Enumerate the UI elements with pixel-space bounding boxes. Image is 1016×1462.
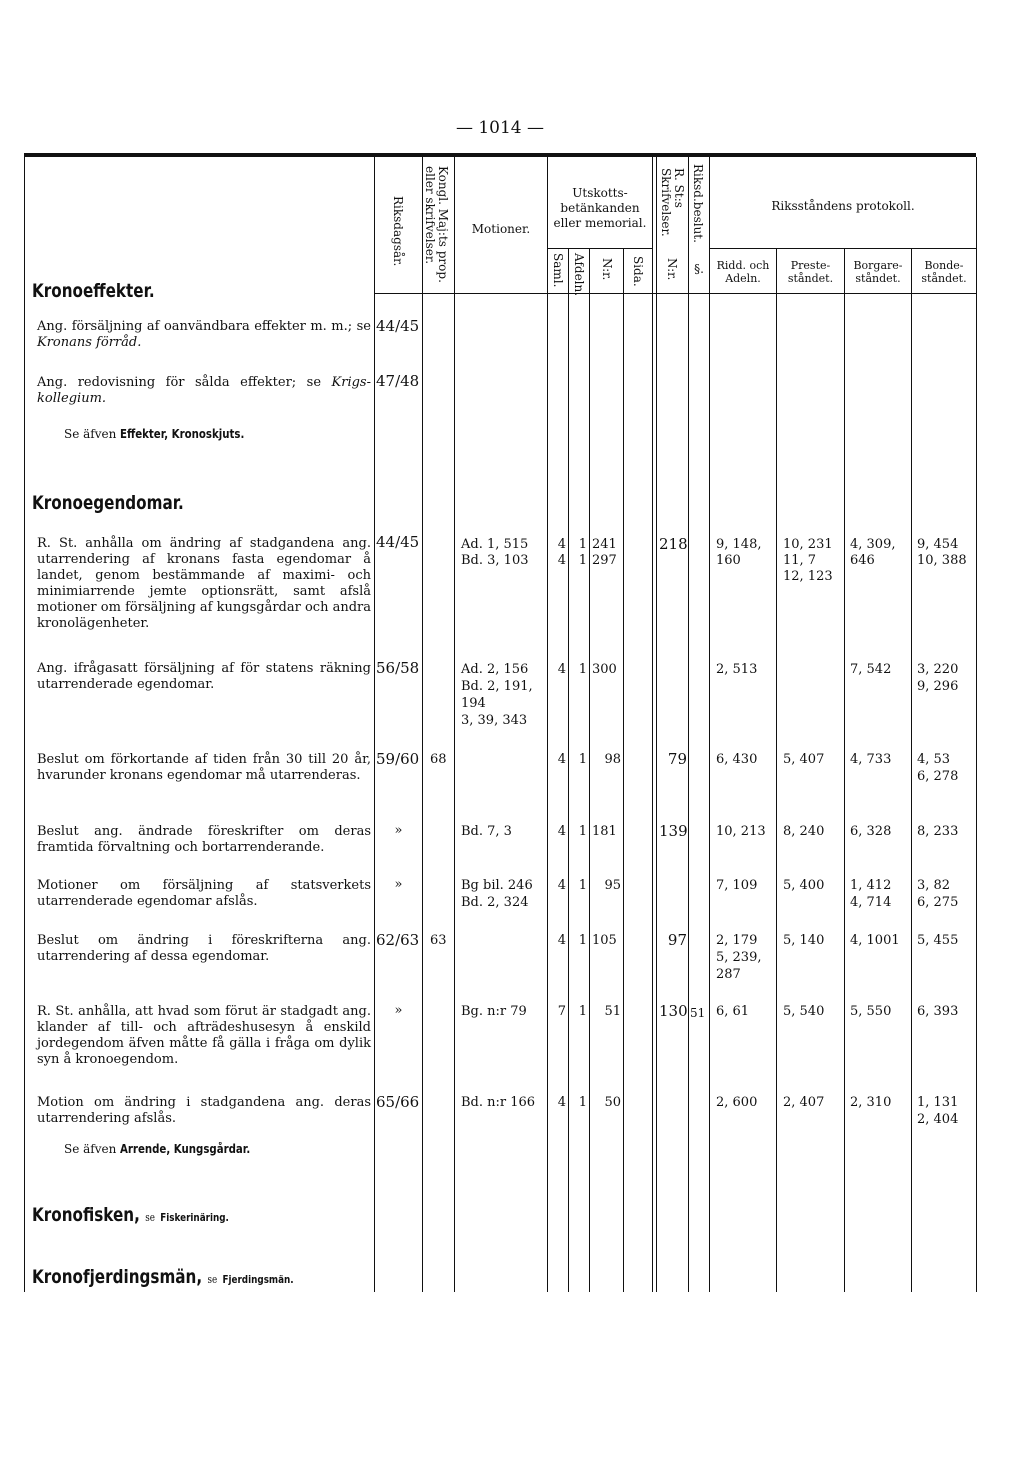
col-line [547, 157, 548, 1292]
afdeln-value: 1 [578, 1095, 587, 1110]
section-title-text: Kronofisken, [32, 1204, 140, 1226]
motion-ref: Ad. 1, 515 [461, 537, 529, 552]
section-title-kronoeffekter: Kronoeffekter. [32, 280, 155, 302]
entry-desc: Beslut om ändring i föreskrifterna ang. utarrendering af dessa egendomar. [37, 933, 371, 964]
prest-ref: 2, 407 [783, 1095, 825, 1110]
entry-desc: R. St. anhålla om ändring af stadgandena ang. utarrendering af kronans fasta egendomar å landet, genom bestämmande af maximi- och minimiarrende jemte optionsrätt, samt afslå motioner om försäljning af kungsgårdar och andra kronolägenheter. [37, 536, 371, 631]
header-ridd-1: Ridd. och [716, 259, 770, 272]
motion-ref: Ad. 2, 156 [461, 662, 529, 677]
nr-value: 95 [604, 878, 621, 893]
bonde-ref: 8, 233 [917, 824, 959, 839]
prest-ref: 5, 400 [783, 878, 825, 893]
col-line [24, 157, 25, 1292]
col-line [976, 157, 977, 1292]
prop-value: 63 [430, 933, 447, 948]
bonde-ref: 9, 454 [917, 537, 959, 552]
borg-ref: 4, 733 [850, 752, 892, 767]
borg-ref: 4, 1001 [850, 933, 900, 948]
header-rsts-2: Skrifvelser. [659, 168, 673, 237]
prop-value: 68 [430, 752, 447, 767]
nr-value: 300 [592, 662, 617, 677]
afdeln-value: 1 [578, 553, 587, 568]
skrifvelse-nr: 79 [667, 750, 687, 768]
col-line [656, 157, 657, 1292]
nr-value: 50 [604, 1095, 621, 1110]
header-bonde-2: ståndet. [921, 272, 967, 285]
header-kongl-line1: Kongl. Maj:ts prop. [436, 166, 450, 283]
borg-ref: 7, 542 [850, 662, 892, 677]
col-line [709, 157, 710, 1292]
entry-year: 44/45 [376, 533, 420, 551]
afdeln-value: 1 [578, 824, 587, 839]
entry-year: » [394, 877, 403, 892]
nr-value: 297 [592, 553, 617, 568]
saml-value: 7 [557, 1004, 566, 1019]
borg-ref: 646 [850, 553, 875, 568]
saml-value: 4 [557, 878, 566, 893]
prest-ref: 5, 407 [783, 752, 825, 767]
header-motioner: Motioner. [471, 222, 531, 236]
bonde-ref: 6, 393 [917, 1004, 959, 1019]
bonde-ref: 10, 388 [917, 553, 967, 568]
saml-value: 4 [557, 553, 566, 568]
entry-desc: Motion om ändring i stadgandena ang. deras utarrendering afslås. [37, 1095, 371, 1126]
ridd-ref: 5, 239, [716, 950, 762, 965]
nr-value: 241 [592, 537, 617, 552]
bonde-ref: 3, 220 [917, 662, 959, 677]
motion-ref: 3, 39, 343 [461, 713, 528, 728]
section-title-kronoegendomar: Kronoegendomar. [32, 492, 184, 514]
col-line [374, 157, 375, 1292]
ridd-ref: 287 [716, 967, 741, 982]
motion-ref: Bd. 2, 191, [461, 679, 533, 694]
motion-ref: Bg. n:r 79 [461, 1004, 527, 1019]
header-protokoll: Riksståndens protokoll. [771, 199, 915, 213]
header-ridd-2: Adeln. [725, 272, 761, 285]
afdeln-value: 1 [578, 752, 587, 767]
entry-year: 65/66 [376, 1093, 420, 1111]
section-title-text: Kronofjerdingsmän, [32, 1266, 203, 1288]
bonde-ref: 5, 455 [917, 933, 959, 948]
prest-ref: 8, 240 [783, 824, 825, 839]
afdeln-value: 1 [578, 662, 587, 677]
section-title-kronofisken [32, 1204, 229, 1226]
ridd-ref: 7, 109 [716, 878, 758, 893]
skrifvelse-nr: 218 [659, 535, 688, 553]
bonde-ref: 9, 296 [917, 679, 959, 694]
col-line [844, 248, 845, 1292]
subheader-rule [709, 248, 976, 249]
skrifvelse-nr: 97 [667, 931, 687, 949]
borg-ref: 4, 309, [850, 537, 896, 552]
col-line [422, 157, 423, 1292]
entry-year: 44/45 [376, 317, 420, 335]
saml-value: 4 [557, 933, 566, 948]
paragraph-value: 51 [690, 1006, 706, 1020]
saml-value: 4 [557, 1095, 566, 1110]
header-riksdbeslut: Riksd.beslut. [691, 164, 705, 243]
top-rule [24, 153, 976, 157]
skrifvelse-nr: 139 [659, 822, 688, 840]
motion-ref: Bd. 3, 103 [461, 553, 529, 568]
see-also-refs: Effekter, Kronoskjuts. [120, 427, 245, 441]
entry-desc-ref: Krigs-kollegium. [37, 375, 371, 406]
header-utskotts-1: Utskotts- [572, 186, 628, 200]
bonde-ref: 4, 53 [917, 752, 951, 767]
ridd-ref: 6, 430 [716, 752, 758, 767]
header-bonde-1: Bonde- [924, 259, 964, 272]
ridd-ref: 2, 513 [716, 662, 758, 677]
header-rsts-1: R. St:s [672, 168, 686, 208]
entry-year: 56/58 [376, 659, 420, 677]
saml-value: 4 [557, 537, 566, 552]
col-line [688, 157, 689, 1292]
ridd-ref: 9, 148, [716, 537, 762, 552]
motion-ref: Bd. 7, 3 [461, 824, 512, 839]
nr-value: 98 [604, 752, 621, 767]
header-nr2: N:r. [665, 258, 679, 281]
motion-ref: Bd. n:r 166 [461, 1095, 536, 1110]
entry-desc: Beslut ang. ändrade föreskrifter om deras framtida förvaltning och bortarrenderande. [37, 824, 371, 855]
prest-ref: 5, 540 [783, 1004, 825, 1019]
header-sida: Sida. [631, 256, 645, 287]
col-line [652, 157, 653, 1292]
borg-ref: 5, 550 [850, 1004, 892, 1019]
col-line [911, 248, 912, 1292]
saml-value: 4 [557, 824, 566, 839]
afdeln-value: 1 [578, 1004, 587, 1019]
prest-ref: 5, 140 [783, 933, 825, 948]
see-also [64, 427, 266, 441]
motion-ref: Bg bil. 246 [461, 878, 533, 893]
header-para: §. [694, 262, 704, 276]
see-also-prefix: Se äfven [64, 1142, 117, 1156]
saml-value: 4 [557, 752, 566, 767]
see-also-prefix: Se äfven [64, 427, 117, 441]
entry-year: 59/60 [376, 750, 420, 768]
see-also-refs: Arrende, Kungsgårdar. [120, 1142, 251, 1156]
entry-year: 47/48 [376, 372, 420, 390]
entry-desc-text: Ang. försäljning af oanvändbara effekter m. m.; se [37, 319, 371, 334]
borg-ref: 6, 328 [850, 824, 892, 839]
header-afdeln: Afdeln. [572, 253, 586, 297]
entry-desc: R. St. anhålla, att hvad som förut är stadgadt ang. klander af till- och afträdeshusesyn å enskild jordegendom äfven måtte få gälla i fråga om dylik syn å kronoegendom. [37, 1004, 371, 1067]
entry-year: » [394, 1003, 403, 1018]
afdeln-value: 1 [578, 878, 587, 893]
header-borg-2: ståndet. [855, 272, 901, 285]
section-see-ref: Fjerdingsmän. [222, 1273, 294, 1286]
ridd-ref: 10, 213 [716, 824, 766, 839]
header-utskotts-2: betänkanden [560, 201, 640, 215]
motion-ref: Bd. 2, 324 [461, 895, 529, 910]
header-riksdagsar: Riksdagsår. [391, 196, 405, 267]
bonde-ref: 6, 275 [917, 895, 959, 910]
nr-value: 105 [592, 933, 617, 948]
borg-ref: 4, 714 [850, 895, 892, 910]
col-line [776, 248, 777, 1292]
prest-ref: 12, 123 [783, 569, 833, 584]
skrifvelse-nr: 130 [659, 1002, 688, 1020]
col-line [589, 248, 590, 1292]
entry-desc-ref: Kronans förråd. [37, 335, 142, 350]
nr-value: 181 [592, 824, 617, 839]
header-bottom-rule [374, 293, 976, 294]
afdeln-value: 1 [578, 933, 587, 948]
section-see-word: se [207, 1273, 218, 1286]
see-also [64, 1142, 273, 1156]
header-prest-2: ståndet. [787, 272, 834, 285]
header-prest-1: Preste- [790, 259, 831, 272]
nr-value: 51 [604, 1004, 621, 1019]
section-see-word: se [145, 1211, 155, 1224]
saml-value: 4 [557, 662, 566, 677]
entry-desc-text: Ang. redovisning för sålda effekter; se [37, 375, 332, 390]
entry-desc [37, 319, 371, 351]
entry-desc: Ang. ifrågasatt försäljning af för statens räkning utarrenderade egendomar. [37, 661, 371, 692]
entry-desc [37, 375, 371, 407]
col-line [568, 248, 569, 1292]
entry-desc: Motioner om försäljning af statsverkets utarrenderade egendomar afslås. [37, 878, 371, 909]
ridd-ref: 160 [716, 553, 741, 568]
prest-ref: 11, 7 [783, 553, 817, 568]
bonde-ref: 3, 82 [917, 878, 951, 893]
bonde-ref: 6, 278 [917, 769, 959, 784]
section-title-kronofjerdingsman [32, 1266, 294, 1288]
header-utskotts-3: eller memorial. [553, 216, 647, 230]
entry-desc: Beslut om förkortande af tiden från 30 till 20 år, hvarunder kronans egendomar må utarrenderas. [37, 752, 371, 783]
subheader-rule [547, 248, 652, 249]
col-line [454, 157, 455, 1292]
borg-ref: 1, 412 [850, 878, 892, 893]
col-line [623, 248, 624, 1292]
ridd-ref: 2, 179 [716, 933, 758, 948]
ridd-ref: 2, 600 [716, 1095, 758, 1110]
page-number: — 1014 — [455, 118, 545, 138]
header-kongl-line2: eller skrifvelser. [423, 166, 437, 265]
bonde-ref: 2, 404 [917, 1112, 959, 1127]
header-saml: Saml. [551, 253, 565, 288]
afdeln-value: 1 [578, 537, 587, 552]
borg-ref: 2, 310 [850, 1095, 892, 1110]
header-nr: N:r. [600, 258, 614, 281]
bonde-ref: 1, 131 [917, 1095, 959, 1110]
ridd-ref: 6, 61 [716, 1004, 750, 1019]
section-see-ref: Fiskerinäring. [160, 1211, 229, 1224]
header-borg-1: Borgare- [853, 259, 903, 272]
prest-ref: 10, 231 [783, 537, 833, 552]
entry-year: 62/63 [376, 931, 420, 949]
entry-year: » [394, 823, 403, 838]
motion-ref: 194 [461, 696, 486, 711]
